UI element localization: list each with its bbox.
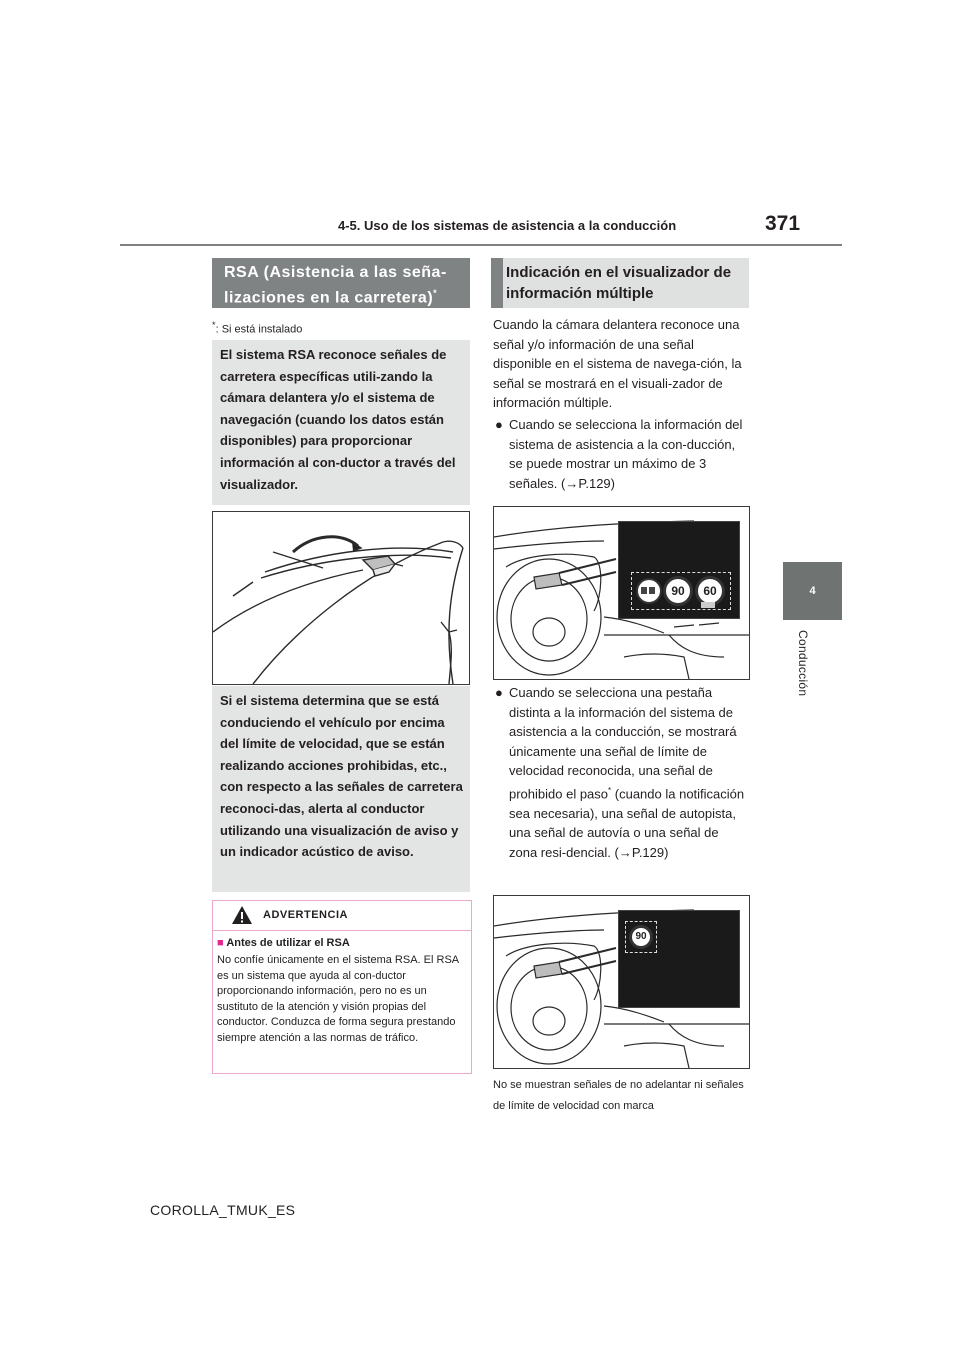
warning-triangle-icon (231, 905, 253, 925)
rsa-heading-mark: * (433, 288, 438, 298)
bullet-2-text-b: (cuando la notificación sea necesaria), una señal de autopista, una señal de autovía o una señal de zona resi-dencial. (→P.129) (509, 786, 745, 861)
bullet-2-text (509, 683, 749, 863)
chapter-label: Conducción (796, 630, 810, 697)
mid-display-panel (618, 910, 740, 1008)
warning-body: No confíe únicamente en el sistema RSA. El RSA es un sistema que ayuda al con-ductor proporcionando información, pero no es un sustituto de la atención y visión propias del conductor. Conduzca de forma segura prestando siempre atención a las normas de tráfico. (217, 954, 459, 1044)
bullet-dot: ● (495, 417, 503, 432)
install-footnote (212, 320, 302, 336)
no-overtaking-sign-icon (636, 578, 662, 604)
bullet-1-text: Cuando se selecciona la información del sistema de asistencia a la con-ducción, se puede mostrar un máximo de 3 señales. (→P.129) (509, 417, 743, 491)
rsa-heading-line1: RSA (Asistencia a las seña- (224, 264, 447, 281)
rsa-alert-text: Si el sistema determina que se está conduciendo el vehículo por encima del límite de velocidad, que se están realizando acciones prohibidas, etc., con respecto a las señales de carretera reconoci-das, alerta al conductor utilizando una visualización de aviso y un indicador acústico de aviso. (220, 693, 463, 860)
dashboard-single-sign-illustration (493, 895, 750, 1069)
warning-header (213, 901, 471, 931)
display-section-heading (491, 258, 749, 308)
rsa-section-heading (212, 258, 470, 308)
bullet-2-text-a: Cuando se selecciona una pestaña distinta a la información del sistema de asistencia a la conducción, se mostrará únicamente una señal de límite de velocidad reconocida, una señal de prohibido el paso (509, 685, 737, 802)
header-section-title: 4-5. Uso de los sistemas de asistencia a la conducción (338, 218, 677, 233)
warning-box (212, 900, 472, 1074)
footnote-text: : Si está instalado (215, 323, 303, 336)
rsa-intro-box (212, 340, 470, 505)
page-number: 371 (765, 212, 801, 235)
warning-title: ADVERTENCIA (263, 909, 348, 921)
windshield-camera-illustration (212, 511, 470, 685)
warning-subtitle-text: Antes de utilizar el RSA (226, 937, 350, 949)
supplementary-plate-icon (701, 602, 715, 608)
bullet-item-2 (493, 683, 751, 883)
dashboard-three-signs-illustration (493, 506, 750, 680)
bullet-2-mark: * (608, 785, 612, 795)
header-rule (120, 244, 842, 246)
display-intro-text: Cuando la cámara delantera reconoce una señal y/o información de una señal disponible en el sistema de navega-ción, la señal se mostrará en el visuali-zador de información múltiple. (493, 317, 742, 411)
display-heading-line2: información múltiple (506, 285, 654, 302)
speed-limit-90-sign: 90 (663, 576, 693, 606)
footnote-mark: * (212, 320, 216, 330)
display-heading-line1: Indicación en el visualizador de (506, 264, 732, 281)
pink-square-icon: ■ (217, 937, 224, 949)
figure-caption: No se muestran señales de no adelantar ni señales de límite de velocidad con marca (493, 1079, 744, 1112)
chapter-number: 4 (809, 585, 816, 597)
speed-limit-90-sign: 90 (629, 925, 653, 949)
footer-model-code: COROLLA_TMUK_ES (150, 1202, 296, 1218)
speed-limit-60-sign: 60 (695, 576, 725, 606)
rsa-heading-line2: lizaciones en la carretera) (224, 289, 434, 307)
bullet-dot: ● (495, 685, 503, 700)
mid-display-panel (618, 521, 740, 619)
rsa-intro-text: El sistema RSA reconoce señales de carretera específicas utili-zando la cámara delantera y/o el sistema de navegación (cuando los datos están disponibles) para proporcionar información al con-ductor a través del visualizador. (220, 347, 456, 492)
rsa-alert-box (212, 686, 470, 892)
bullet-item-1 (493, 415, 751, 495)
warning-subtitle (217, 937, 350, 949)
